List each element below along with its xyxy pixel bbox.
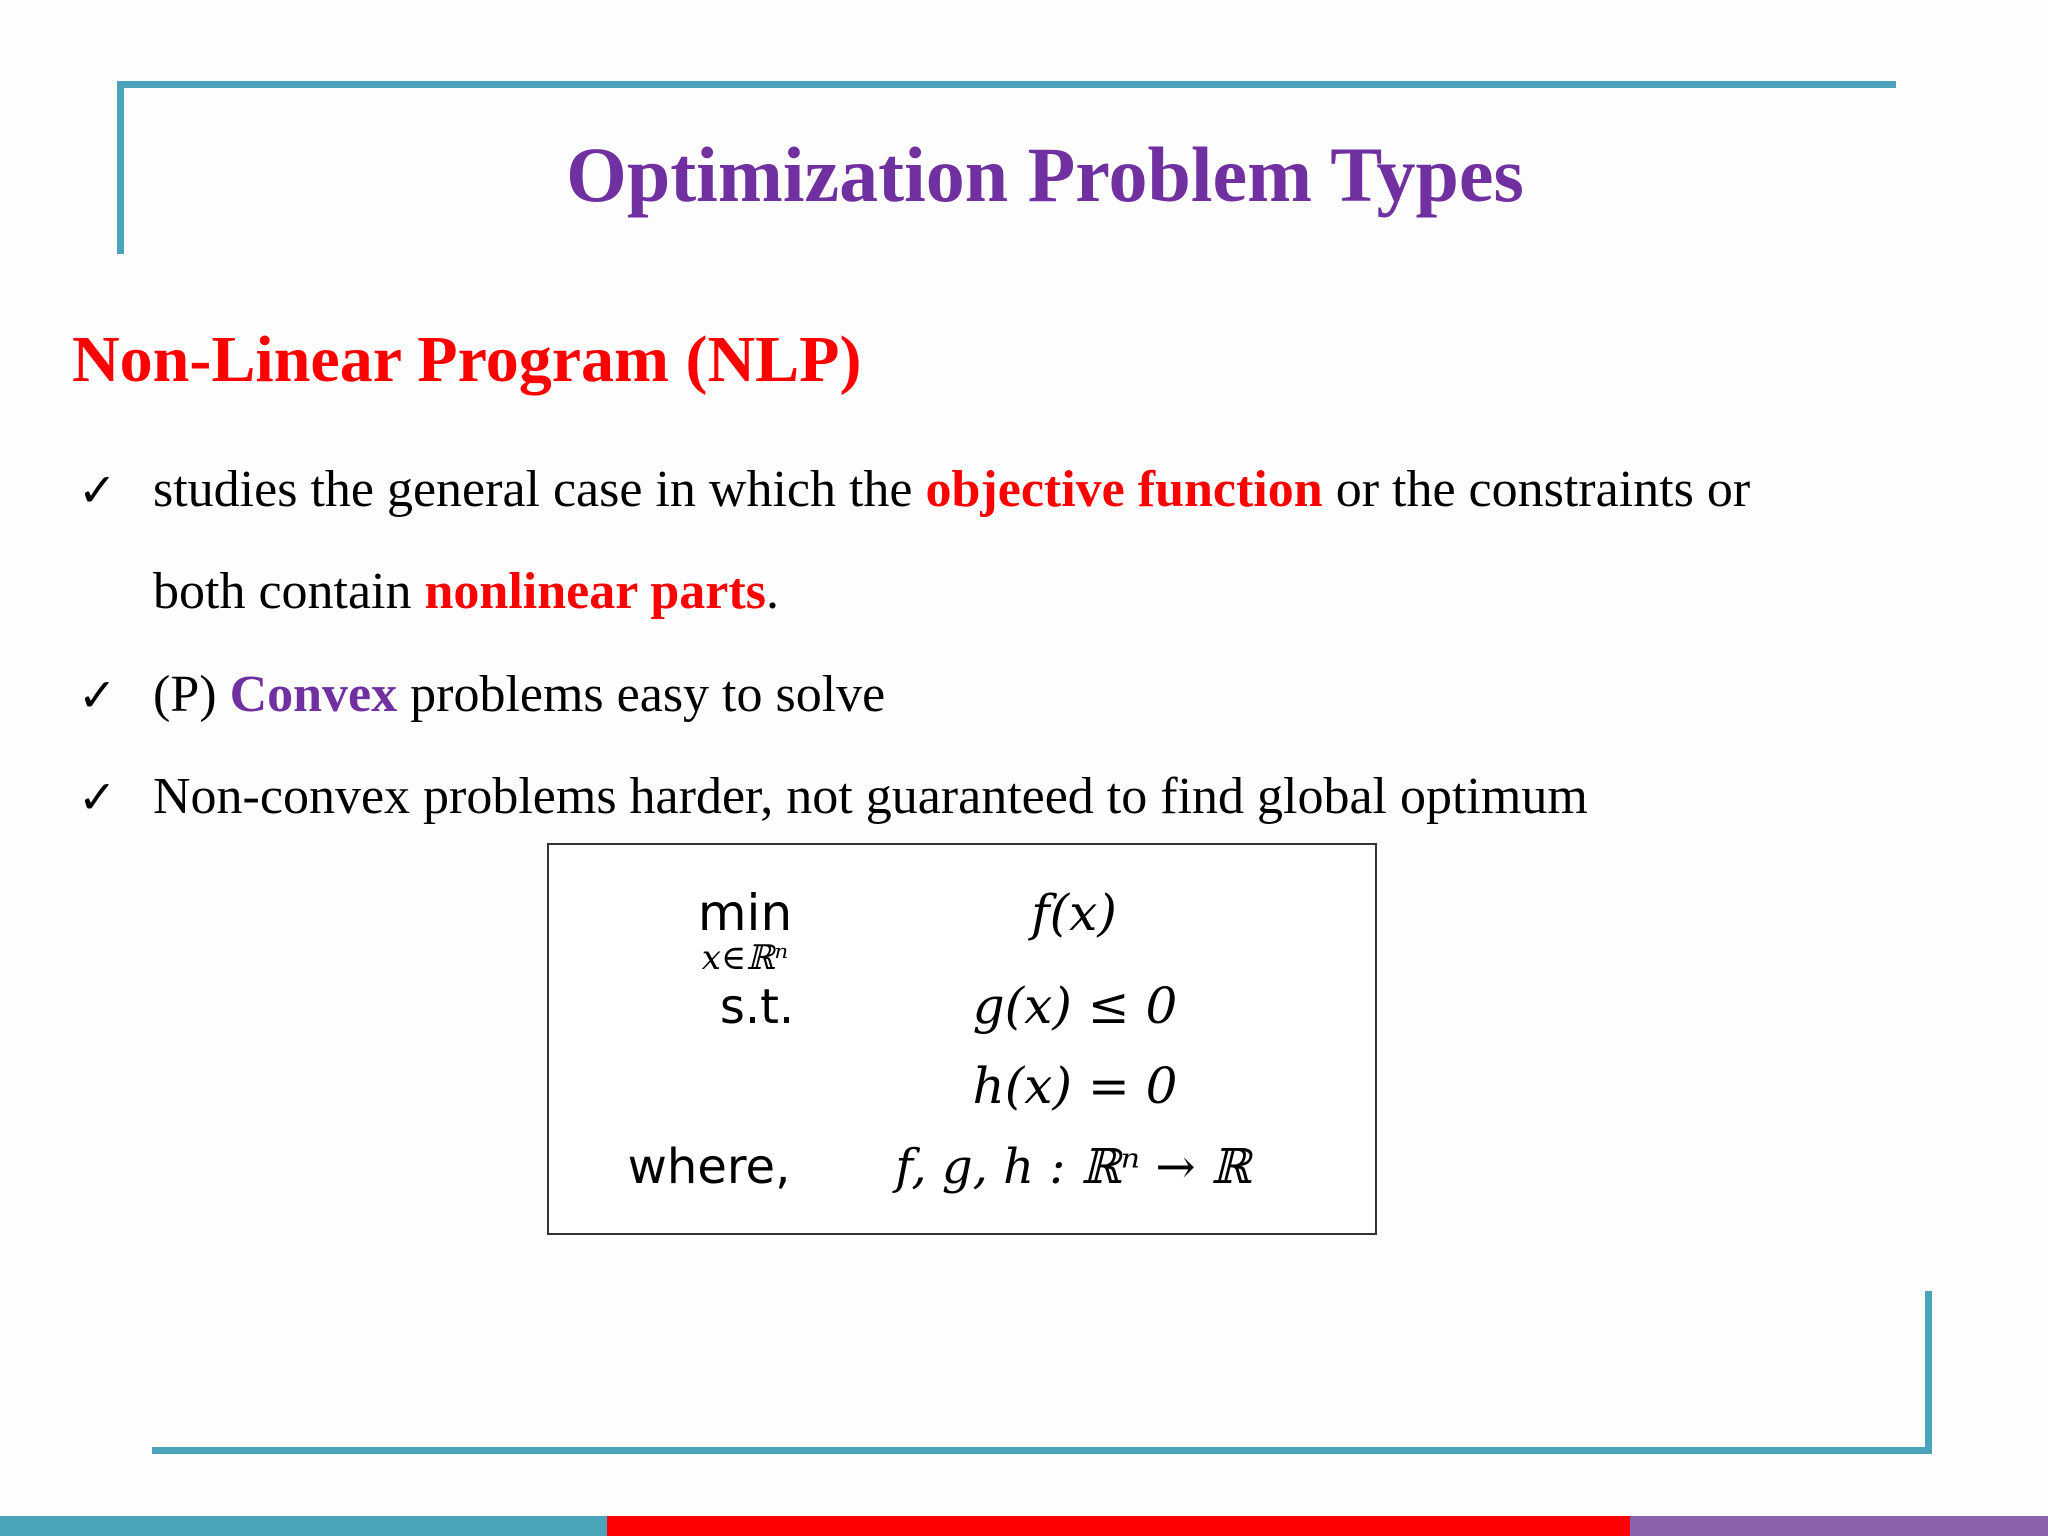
bullet-1-text-b: or the constraints or	[1322, 461, 1751, 518]
bullet-1-text-c: both contain	[153, 563, 425, 620]
footer-color-bar	[0, 1516, 2048, 1536]
slide-title: Optimization Problem Types	[566, 131, 1524, 218]
nonlinear-parts-highlight: nonlinear parts	[424, 563, 766, 620]
nlp-formulation	[549, 845, 1375, 1233]
footer-teal-segment	[0, 1516, 607, 1536]
objective-function-highlight: objective function	[925, 461, 1323, 518]
function-mapping: f, g, h : ℝⁿ → ℝ	[895, 1139, 1251, 1195]
footer-purple-segment	[1630, 1516, 2048, 1536]
bullet-2-text-a: (P)	[153, 666, 230, 723]
bullet-1-text-d: .	[765, 563, 779, 620]
checkmark-icon: ✓	[78, 668, 117, 722]
checkmark-icon: ✓	[78, 463, 117, 517]
subject-to-label: s.t.	[719, 979, 795, 1035]
bullet-1-text-a: studies the general case in which the	[153, 461, 926, 518]
where-label: where,	[627, 1139, 791, 1195]
bullet-3: Non-convex problems harder, not guaranteed to find global optimum	[153, 768, 1588, 825]
convex-highlight: Convex	[229, 666, 398, 723]
frame-right-border	[1925, 1291, 1932, 1454]
frame-top-border	[117, 81, 1896, 88]
section-heading: Non-Linear Program (NLP)	[72, 323, 862, 396]
frame-bottom-border	[152, 1447, 1932, 1454]
footer-red-segment	[607, 1516, 1630, 1536]
objective-function: f(x)	[1031, 884, 1117, 942]
min-label: min	[697, 884, 793, 942]
bullet-2	[153, 664, 885, 726]
checkmark-icon: ✓	[78, 770, 117, 824]
inequality-constraint: g(x) ≤ 0	[972, 977, 1178, 1035]
bullet-1-line-1	[153, 459, 1750, 521]
min-subscript: x∈ℝⁿ	[701, 938, 789, 978]
equality-constraint: h(x) = 0	[972, 1057, 1178, 1115]
nlp-formula-box	[547, 843, 1377, 1235]
bullet-2-text-b: problems easy to solve	[397, 666, 886, 723]
bullet-1-line-2	[153, 561, 779, 623]
